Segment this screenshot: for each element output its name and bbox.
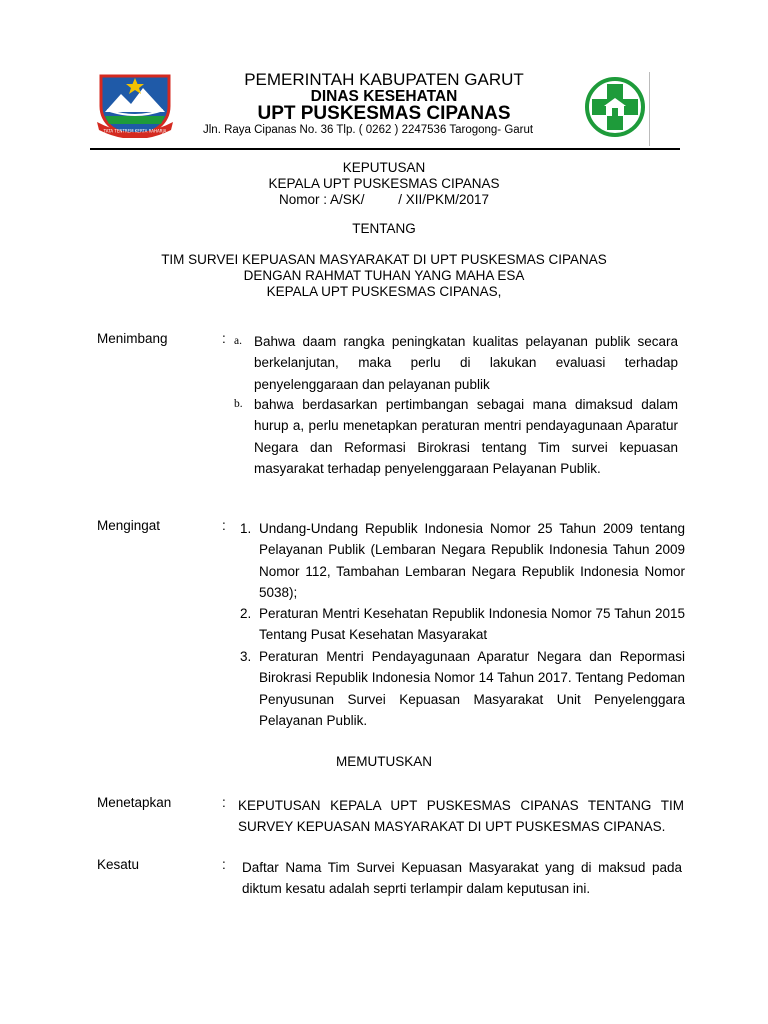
- item-marker: 2.: [240, 606, 252, 621]
- item-text: Bahwa daam rangka peningkatan kualitas pelayanan publik secara berkelanjutan, maka perlu di lakukan evaluasi terhadap penyelenggaraan dan pelayanan publik: [254, 334, 678, 392]
- kesatu-text: Daftar Nama Tim Survei Kepuasan Masyarakat yang di maksud pada diktum kesatu adalah seprti terlampir dalam keputusan ini.: [242, 860, 682, 897]
- item-marker: 3.: [240, 649, 252, 664]
- decree-number: Nomor : A/SK/ / XII/PKM/2017: [278, 192, 490, 207]
- decree-issuer: KEPALA UPT PUSKESMAS CIPANAS: [268, 176, 500, 191]
- header-institution: UPT PUSKESMAS CIPANAS: [257, 103, 511, 124]
- item-text: Peraturan Mentri Kesehatan Republik Indonesia Nomor 75 Tahun 2015 Tentang Pusat Kesehatan Masyarakat: [259, 606, 685, 643]
- item-marker: 1.: [240, 521, 252, 536]
- mengingat-label: Mengingat: [97, 518, 161, 533]
- decree-tentang: TENTANG: [352, 221, 416, 236]
- decree-subject: TIM SURVEI KEPUASAN MASYARAKAT DI UPT PUSKESMAS CIPANAS: [161, 252, 607, 267]
- emblem-motto: TATA TENTREM KERTA RAHARJA: [103, 128, 167, 134]
- menetapkan-text: KEPUTUSAN KEPALA UPT PUSKESMAS CIPANAS TENTANG TIM SURVEY KEPUASAN MASYARAKAT DI UPT PUSKESMAS CIPANAS.: [238, 798, 684, 835]
- item-text: bahwa berdasarkan pertimbangan sebagai mana dimaksud dalam hurup a, perlu menetapkan peraturan mentri pendayagunaan Aparatur Negara dan Reformasi Birokrasi tentang Tim survei kepuasan masyarakat terhadap penyelenggaraan Pelayanan Publik.: [254, 397, 678, 476]
- decree-invocation: DENGAN RAHMAT TUHAN YANG MAHA ESA: [243, 268, 525, 283]
- item-text: Undang-Undang Republik Indonesia Nomor 25 Tahun 2009 tentang Pelayanan Publik (Lembaran Negara Republik Indonesia Tahun 2009 Nomor 112, Tambahan Lembaran Negara Republik Indonesia Nomor 5038);: [259, 521, 685, 600]
- header-divider: [90, 148, 680, 150]
- header-department: DINAS KESEHATAN: [310, 88, 458, 105]
- kesatu-label: Kesatu: [97, 857, 140, 872]
- header-edge-line: [649, 72, 650, 146]
- item-marker: b.: [234, 398, 243, 410]
- item-marker: a.: [234, 335, 242, 347]
- header-address: Jln. Raya Cipanas No. 36 Tlp. ( 0262 ) 2247536 Tarogong- Garut: [203, 124, 534, 136]
- menetapkan-colon: :: [222, 795, 226, 810]
- decree-head: KEPALA UPT PUSKESMAS CIPANAS,: [266, 284, 502, 299]
- decree-title: KEPUTUSAN: [342, 160, 426, 175]
- menetapkan-label: Menetapkan: [97, 795, 172, 810]
- mengingat-colon: :: [222, 518, 226, 533]
- item-text: Peraturan Mentri Pendayagunaan Aparatur Negara dan Repormasi Birokrasi Republik Indonesia Nomor 14 Tahun 2017. Tentang Pedoman Penyusunan Survei Kepuasan Masyarakat Unit Penyelenggara Pelayanan Publik.: [259, 649, 685, 728]
- menimbang-colon: :: [222, 331, 226, 346]
- memutuskan-heading: MEMUTUSKAN: [335, 754, 432, 769]
- kesatu-colon: :: [222, 857, 226, 872]
- puskesmas-cross-logo-icon: [584, 76, 646, 138]
- header-government: PEMERINTAH KABUPATEN GARUT: [244, 70, 524, 89]
- menimbang-label: Menimbang: [97, 331, 168, 346]
